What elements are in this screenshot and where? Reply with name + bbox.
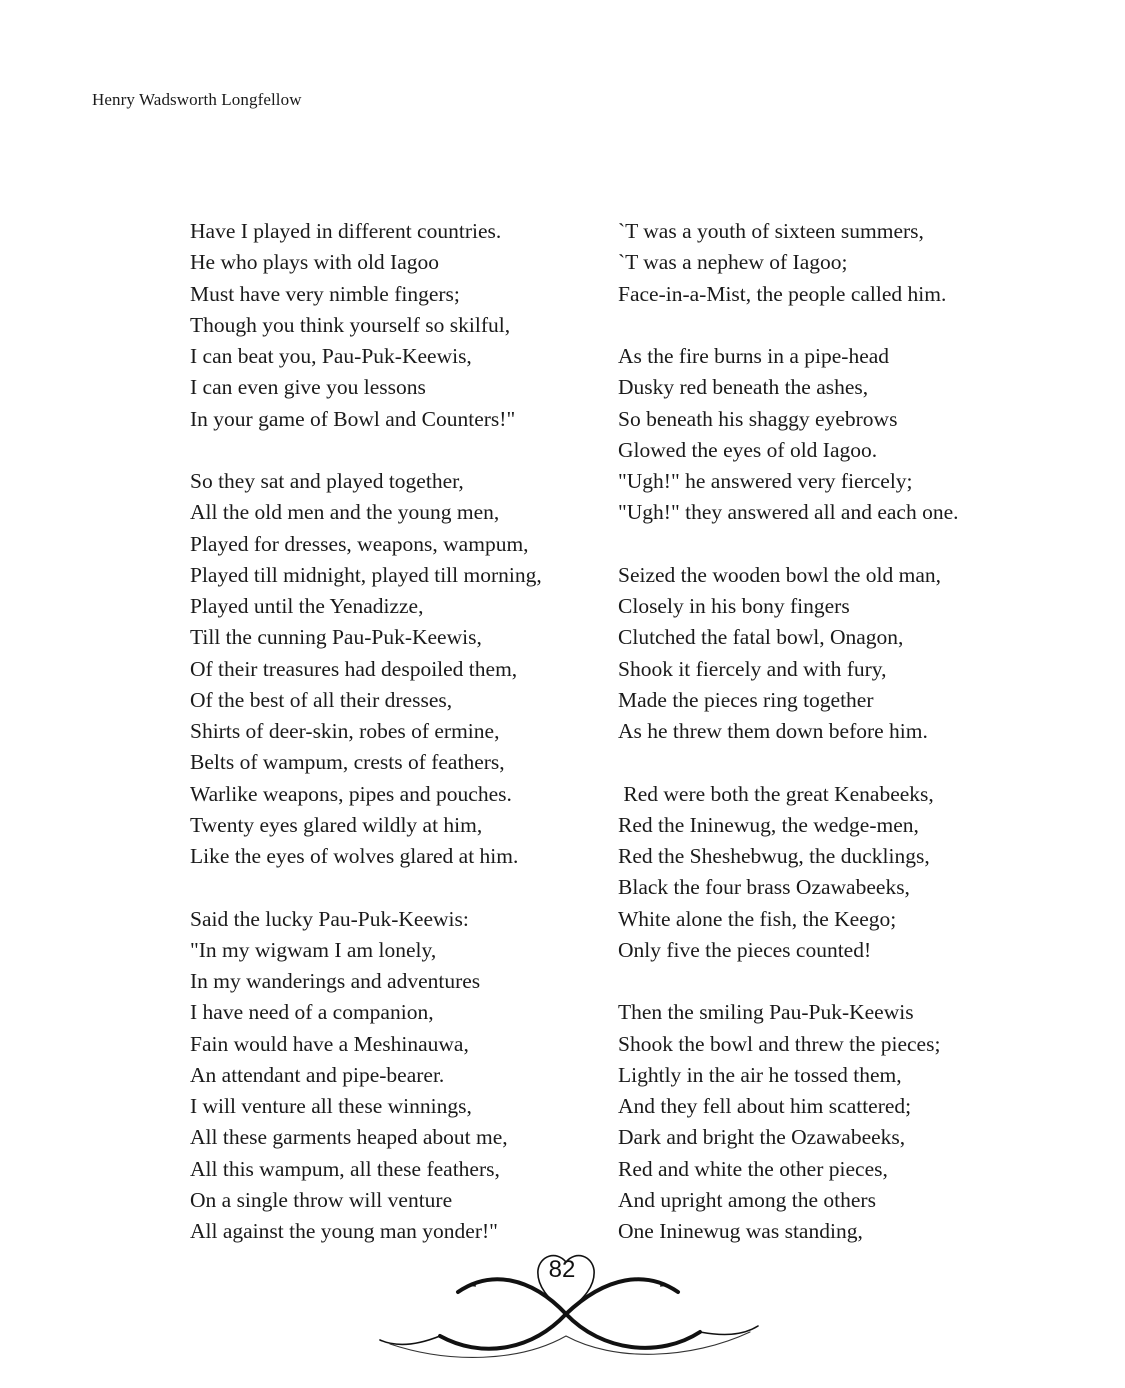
poem-line: Played until the Yenadizze, xyxy=(190,594,424,618)
poem-line: Red the Ininewug, the wedge-men, xyxy=(618,812,919,837)
poem-line: All these garments heaped about me, xyxy=(190,1125,508,1150)
poem-line: Though you think yourself so skilful, xyxy=(190,312,511,337)
poem-line: "Ugh!" they answered all and each one. xyxy=(618,500,959,525)
poem-line: Red were both the great Kenabeeks, xyxy=(618,781,934,806)
poem-line: All against the young man yonder!" xyxy=(190,1219,498,1243)
poem-line: Played for dresses, weapons, wampum, xyxy=(190,531,529,556)
stanza xyxy=(190,904,590,1248)
poem-line: Till the cunning Pau-Puk-Keewis, xyxy=(190,625,482,650)
stanza xyxy=(190,216,590,435)
poem-column-right xyxy=(618,216,1038,1279)
poem-line: Have I played in different countries. xyxy=(190,219,502,243)
poem-line: Then the smiling Pau-Puk-Keewis xyxy=(618,1000,914,1025)
poem-line: I have need of a companion, xyxy=(190,1000,434,1025)
stanza xyxy=(190,466,590,872)
poem-line: Lightly in the air he tossed them, xyxy=(618,1062,902,1087)
poem-line: I can even give you lessons xyxy=(190,375,426,400)
stanza xyxy=(618,341,1038,529)
poem-line: Played till midnight, played till morning, xyxy=(190,562,542,587)
poem-line: As the fire burns in a pipe-head xyxy=(618,344,890,368)
poem-line: I can beat you, Pau-Puk-Keewis, xyxy=(190,344,472,368)
poem-line: Shook the bowl and threw the pieces; xyxy=(618,1031,941,1056)
poem-line: White alone the fish, the Keego; xyxy=(618,906,897,931)
poem-line: In your game of Bowl and Counters!" xyxy=(190,406,516,431)
poem-line: Like the eyes of wolves glared at him. xyxy=(190,844,519,868)
poem-line: Shook it fiercely and with fury, xyxy=(618,656,887,681)
poem-line: So they sat and played together, xyxy=(190,469,464,493)
poem-line: Red and white the other pieces, xyxy=(618,1156,888,1181)
poem-line: He who plays with old Iagoo xyxy=(190,250,440,275)
stanza xyxy=(618,779,1038,967)
poem-line: Must have very nimble fingers; xyxy=(190,281,460,306)
poem-line: Fain would have a Meshinauwa, xyxy=(190,1031,469,1056)
poem-line: An attendant and pipe-bearer. xyxy=(190,1062,445,1087)
poem-line: Twenty eyes glared wildly at him, xyxy=(190,812,483,837)
poem-line: Only five the pieces counted! xyxy=(618,937,872,962)
poem-line: Black the four brass Ozawabeeks, xyxy=(618,875,910,900)
stanza xyxy=(618,560,1038,748)
poem-line: `T was a nephew of Iagoo; xyxy=(618,250,848,275)
stanza xyxy=(618,997,1038,1247)
poem-line: "Ugh!" he answered very fiercely; xyxy=(618,469,913,493)
poem-line: I will venture all these winnings, xyxy=(190,1094,472,1118)
poem-line: Face-in-a-Mist, the people called him. xyxy=(618,281,947,306)
poem-line: `T was a youth of sixteen summers, xyxy=(618,219,924,243)
poem-line: Glowed the eyes of old Iagoo. xyxy=(618,437,878,462)
poem-line: So beneath his shaggy eyebrows xyxy=(618,406,898,431)
poem-line: On a single throw will venture xyxy=(190,1187,453,1212)
poem-line: Dusky red beneath the ashes, xyxy=(618,375,869,400)
poem-line: Belts of wampum, crests of feathers, xyxy=(190,750,505,775)
poem-line: Clutched the fatal bowl, Onagon, xyxy=(618,625,904,650)
poem-line: And they fell about him scattered; xyxy=(618,1094,912,1118)
poem-line: And upright among the others xyxy=(618,1187,876,1212)
poem-line: Red the Sheshebwug, the ducklings, xyxy=(618,844,930,868)
poem-line: "In my wigwam I am lonely, xyxy=(190,937,437,962)
poem-line: Said the lucky Pau-Puk-Keewis: xyxy=(190,906,469,931)
poem-line: One Ininewug was standing, xyxy=(618,1219,863,1243)
page-number: 82 xyxy=(548,1256,576,1283)
poem-line: As he threw them down before him. xyxy=(618,719,928,743)
poem-line: Shirts of deer-skin, robes of ermine, xyxy=(190,719,500,743)
poem-line: All this wampum, all these feathers, xyxy=(190,1156,500,1181)
poem-line: Of the best of all their dresses, xyxy=(190,687,453,712)
poem-line: In my wanderings and adventures xyxy=(190,969,481,993)
poem-line: Of their treasures had despoiled them, xyxy=(190,656,518,681)
poem-line: All the old men and the young men, xyxy=(190,500,500,525)
poem-line: Warlike weapons, pipes and pouches. xyxy=(190,781,512,806)
stanza xyxy=(618,216,1038,310)
poem-column-left xyxy=(190,216,590,1279)
poem-line: Made the pieces ring together xyxy=(618,687,874,712)
poem-line: Dark and bright the Ozawabeeks, xyxy=(618,1125,906,1150)
running-header-author: Henry Wadsworth Longfellow xyxy=(92,90,302,109)
poem-line: Seized the wooden bowl the old man, xyxy=(618,562,942,587)
poem-line: Closely in his bony fingers xyxy=(618,594,850,618)
